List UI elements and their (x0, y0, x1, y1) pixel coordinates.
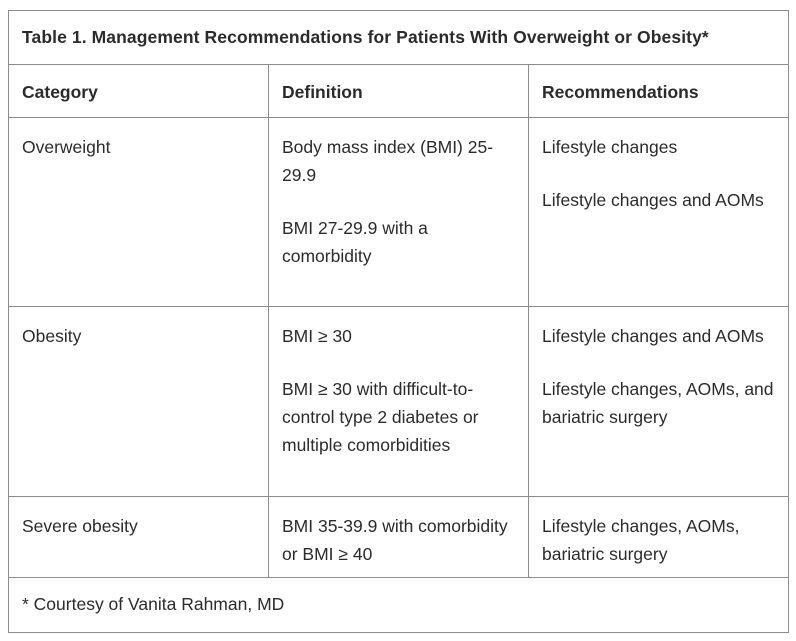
header-category: Category (9, 65, 269, 117)
header-definition: Definition (269, 65, 529, 117)
recommendation-text: Lifestyle changes, AOMs, and bariatric surgery (542, 379, 774, 427)
category-cell: Obesity (9, 307, 269, 496)
recommendation-cell (529, 497, 788, 577)
definition-cell (269, 118, 529, 306)
definition-text: BMI 27-29.9 with a comorbidity (282, 218, 428, 266)
definition-text: BMI ≥ 30 with difficult-to-control type 2 diabetes or multiple comorbidities (282, 379, 479, 455)
definition-text: Body mass index (BMI) 25-29.9 (282, 137, 494, 185)
definition-text: BMI 35-39.9 with comorbidity or BMI ≥ 40 (282, 516, 508, 564)
recommendation-text: Lifestyle changes (542, 137, 678, 157)
table-header-row (9, 65, 788, 118)
category-cell: Severe obesity (9, 497, 269, 577)
definition-text: BMI ≥ 30 (282, 326, 352, 346)
recommendations-table (8, 10, 789, 633)
recommendation-cell (529, 307, 788, 496)
category-cell: Overweight (9, 118, 269, 306)
recommendation-cell (529, 118, 788, 306)
recommendation-text: Lifestyle changes and AOMs (542, 190, 764, 210)
recommendation-text: Lifestyle changes and AOMs (542, 326, 764, 346)
header-recommendations: Recommendations (542, 82, 699, 102)
table-footnote: * Courtesy of Vanita Rahman, MD (22, 594, 285, 614)
table-caption: Table 1. Management Recommendations for Patients With Overweight or Obesity* (9, 11, 788, 65)
definition-cell (269, 307, 529, 496)
table-row (9, 497, 788, 578)
recommendation-text: Lifestyle changes, AOMs, bariatric surgery (542, 516, 740, 564)
table-row (9, 307, 788, 497)
definition-cell (269, 497, 529, 577)
table-row (9, 118, 788, 307)
